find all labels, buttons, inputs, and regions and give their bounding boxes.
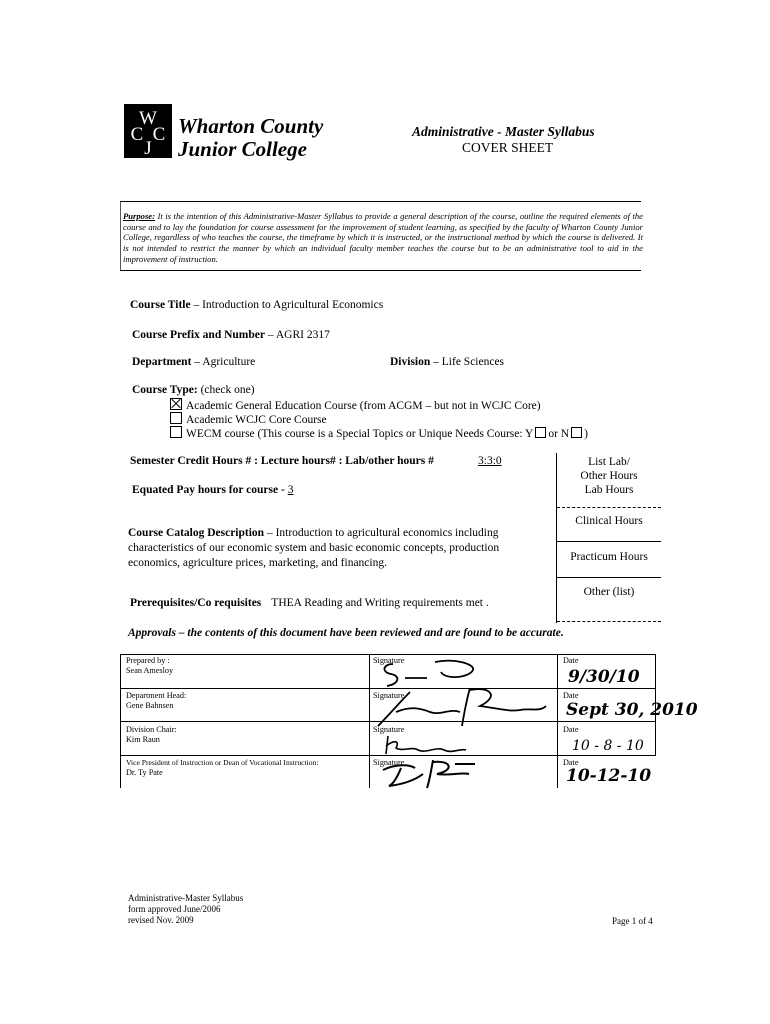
date-label: Date [563,691,579,700]
date-value: Sept 30, 2010 [566,700,698,720]
other-hours-label: Other Hours [580,470,638,482]
course-type-option[interactable] [170,426,588,440]
page-number: Page 1 of 4 [612,916,653,926]
footer-line: revised Nov. 2009 [128,915,194,925]
credit-hours-label: Semester Credit Hours # : Lecture hours# : Lab/other hours # [130,455,434,467]
date-value: 9/30/10 [568,667,640,687]
credit-hours-value: 3:3:0 [478,455,502,467]
course-type-option-label: WECM course (This course is a Special Topics or Unique Needs Course: Y [186,428,534,440]
course-prefix-label: Course Prefix and Number [132,329,265,341]
prerequisites-value: THEA Reading and Writing requirements met . [271,597,489,609]
hours-box [556,453,661,623]
svg-text:C: C [152,124,166,145]
course-prefix-value: – AGRI 2317 [267,329,330,341]
course-type-label: Course Type: [132,384,198,396]
course-type-option-label: Academic WCJC Core Course [186,414,327,426]
date-label: Date [563,656,579,665]
course-type-row [132,384,255,396]
approver-name: Dr. Ty Pate [126,768,163,777]
prerequisites-row [130,597,489,609]
department-row [132,356,255,368]
department-label: Department [132,356,192,368]
approver-name: Gene Bahnsen [126,701,174,710]
approver-name: Kim Raun [126,735,160,744]
approver-name: Sean Amesloy [126,666,174,675]
divider [557,621,661,622]
division-value: – Life Sciences [433,356,505,368]
signature-label: Signature [373,725,405,734]
college-name-line1: Wharton County [178,114,324,138]
signature-label: Signature [373,691,405,700]
course-title-value: – Introduction to Agricultural Economics [193,299,384,311]
divider [557,541,661,542]
document-title: Administrative - Master Syllabus [412,124,595,139]
date-label: Date [563,725,579,734]
college-name-line2: Junior College [178,137,307,161]
course-title-label: Course Title [130,299,191,311]
purpose-paragraph [123,211,643,265]
date-value: 10-12-10 [566,766,652,786]
form-footer [128,893,243,926]
signature-label: Signature [373,656,405,665]
purpose-text: It is the intention of this Administrative-Master Syllabus to provide a general description of the course, outline the required elements of the course and to lay the foundation for course assessment for the improvement of student learning, as specified by the faculty of Wharton County Junior College, regardless of who teaches the course, the timeframe by which it is instructed, or the instructional method by which the course is delivered. It is not intended to restrict the manner by which an individual faculty member teaches the course but to be an administrative tool to aid in the improvement of instruction. [123,211,643,264]
svg-text:J: J [144,138,152,158]
equated-pay-row [132,484,293,496]
course-title-row [130,299,383,311]
approvals-heading: Approvals – the contents of this document have been reviewed and are found to be accurate. [128,627,564,639]
footer-line: form approved June/2006 [128,904,221,914]
list-lab-label: List Lab/ [588,456,630,468]
purpose-label: Purpose: [123,211,155,221]
table-border [120,654,121,788]
close-paren: ) [584,428,588,440]
svg-text:W: W [139,108,157,129]
course-type-option[interactable] [170,398,541,412]
division-row [390,356,504,368]
checkbox[interactable] [170,426,182,438]
signature-4 [375,754,495,790]
or-n-label: or N [548,428,570,440]
department-value: – Agriculture [194,356,256,368]
divider [557,577,661,578]
clinical-hours-label: Clinical Hours [575,515,643,527]
date-value: 10 - 8 - 10 [572,738,644,754]
equated-pay-value: 3 [287,484,294,496]
catalog-description-label: Course Catalog Description [128,527,265,539]
table-border [120,654,656,655]
course-type-option-label: Academic General Education Course (from ACGM – but not in WCJC Core) [186,400,541,412]
practicum-hours-label: Practicum Hours [570,551,648,563]
checkbox-checked[interactable] [170,398,182,410]
checkbox-no[interactable] [571,427,582,438]
approver-role: Division Chair: [126,725,177,734]
prerequisites-label: Prerequisites/Co requisites [130,597,262,609]
checkbox-yes[interactable] [535,427,546,438]
approver-role: Prepared by : [126,656,170,665]
approvals-table [120,654,698,788]
footer-line: Administrative-Master Syllabus [128,893,244,903]
checkbox[interactable] [170,412,182,424]
college-logo [124,104,172,158]
other-list-label: Other (list) [583,586,635,598]
catalog-description [128,526,538,571]
divider [557,507,661,508]
catalog-description-text: – Introduction to agricultural economics including characteristics of our economic system and basic economic concepts, production economics, agriculture prices, marketing, and financing. [128,527,500,569]
svg-text:C: C [130,124,144,145]
equated-pay-label: Equated Pay hours for course - [132,484,285,496]
course-type-option[interactable] [170,412,327,426]
course-prefix-row [132,329,330,341]
document-subtitle: COVER SHEET [462,140,554,155]
lab-hours-label: Lab Hours [584,484,634,496]
approver-role: Department Head: [126,691,187,700]
signature-label: Signature [373,758,405,767]
course-type-hint: (check one) [200,384,255,396]
approver-role: Vice President of Instruction or Dean of Vocational Instruction: [126,758,319,767]
date-label: Date [563,758,579,767]
division-label: Division [390,356,431,368]
